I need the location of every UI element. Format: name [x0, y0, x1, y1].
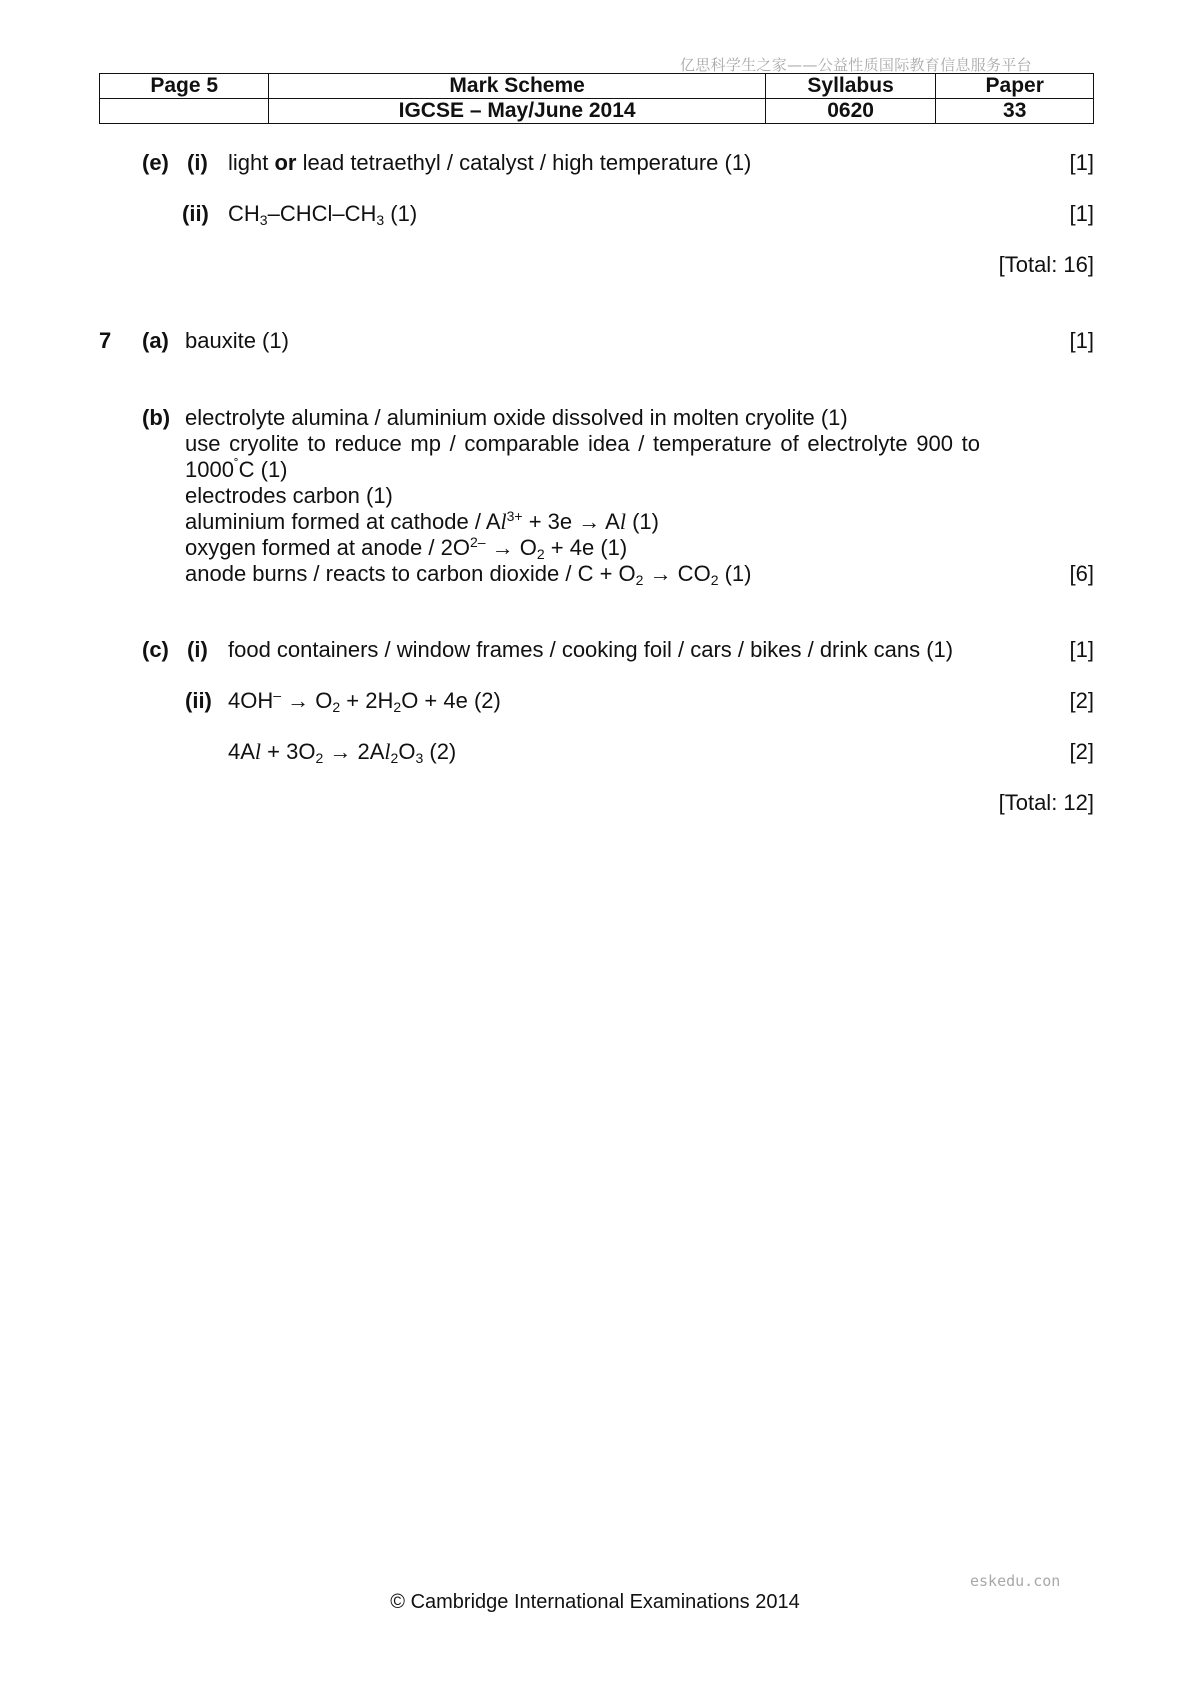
mark-e-ii: [1] [1069, 201, 1094, 226]
answer-b-line-6-text: oxygen formed at anode / 2O [185, 535, 470, 560]
answer-b-line-1: electrolyte alumina / aluminium oxide dissolved in molten cryolite (1) [185, 405, 848, 430]
subpart-c-ii-label: (ii) [185, 688, 212, 713]
subpart-c-i-label: (i) [187, 637, 208, 662]
mark-c-i: [1] [1069, 637, 1094, 662]
document-title: Mark Scheme [269, 74, 765, 99]
part-b-label: (b) [142, 405, 171, 430]
page-number: Page 5 [100, 74, 269, 99]
exam-session: IGCSE – May/June 2014 [269, 99, 765, 124]
total-q7: [Total: 12] [998, 790, 1094, 815]
total-q6: [Total: 16] [998, 252, 1094, 277]
answer-c-ii-equation-2: $4Al + 3O_2 \to 2Al_2O_3$ (2) [228, 739, 457, 766]
answer-b-line-7-text: anode burns / reacts to carbon dioxide / C + O [185, 561, 636, 586]
answer-b-line-5: aluminium formed at cathode / $Al^{3+} + 3e \to Al$ (1) [185, 508, 659, 534]
paper-number: 33 [936, 99, 1094, 124]
syllabus-code: 0620 [765, 99, 936, 124]
temperature-value: 1000 [185, 457, 234, 482]
answer-b-line-4: electrodes carbon (1) [185, 483, 393, 508]
answer-a: bauxite (1) [185, 328, 289, 353]
answer-e-i [228, 150, 751, 176]
part-e-label: (e) [142, 150, 169, 175]
temperature-unit: C (1) [238, 457, 288, 482]
mark-e-i: [1] [1069, 150, 1094, 175]
mark-b: [6] [1069, 561, 1094, 586]
header-empty-cell [100, 99, 269, 124]
part-c-label: (c) [142, 637, 169, 662]
answer-b-line-5-text: aluminium formed at cathode / A [185, 509, 501, 534]
question-number: 7 [99, 328, 112, 353]
watermark-bottom: eskedu.con [970, 1572, 1061, 1590]
answer-e-i-light: light [228, 150, 269, 175]
watermark-top: 亿思科学生之家——公益性质国际教育信息服务平台 [680, 56, 1032, 74]
answer-c-ii-equation-1: $4OH^- \to O_2 + 2H_2O + 4e$ (2) [228, 687, 501, 715]
answer-c-i: food containers / window frames / cooking foil / cars / bikes / drink cans (1) [228, 637, 954, 662]
subpart-e-i-label: (i) [187, 150, 208, 175]
part-a-label: (a) [142, 328, 169, 353]
answer-e-i-rest: lead tetraethyl / catalyst / high temperature (1) [302, 150, 752, 175]
mark-c-ii-equation-1: [2] [1069, 688, 1094, 713]
subpart-e-ii-label: (ii) [182, 201, 209, 226]
answer-b-line-6: oxygen formed at anode / $2O^{2-} \to O_2 + 4e$ (1) [185, 534, 628, 562]
syllabus-label: Syllabus [765, 74, 936, 99]
header-table [99, 73, 1094, 124]
answer-b-line-2: use cryolite to reduce mp / comparable idea / temperature of electrolyte 900 to [185, 431, 980, 456]
copyright-footer: © Cambridge International Examinations 2014 [390, 1591, 800, 1613]
answer-b-line-3: 1000˚C (1) [185, 456, 288, 482]
answer-e-ii-formula: $CH_3-CHCl-CH_3$ (1) [228, 201, 418, 228]
mark-a: [1] [1069, 328, 1094, 353]
mark-c-ii-equation-2: [2] [1069, 739, 1094, 764]
answer-b-line-7: anode burns / reacts to carbon dioxide / $C + O_2 \to CO_2$ (1) [185, 561, 752, 588]
answer-e-i-or: or [274, 150, 297, 175]
paper-label: Paper [936, 74, 1094, 99]
